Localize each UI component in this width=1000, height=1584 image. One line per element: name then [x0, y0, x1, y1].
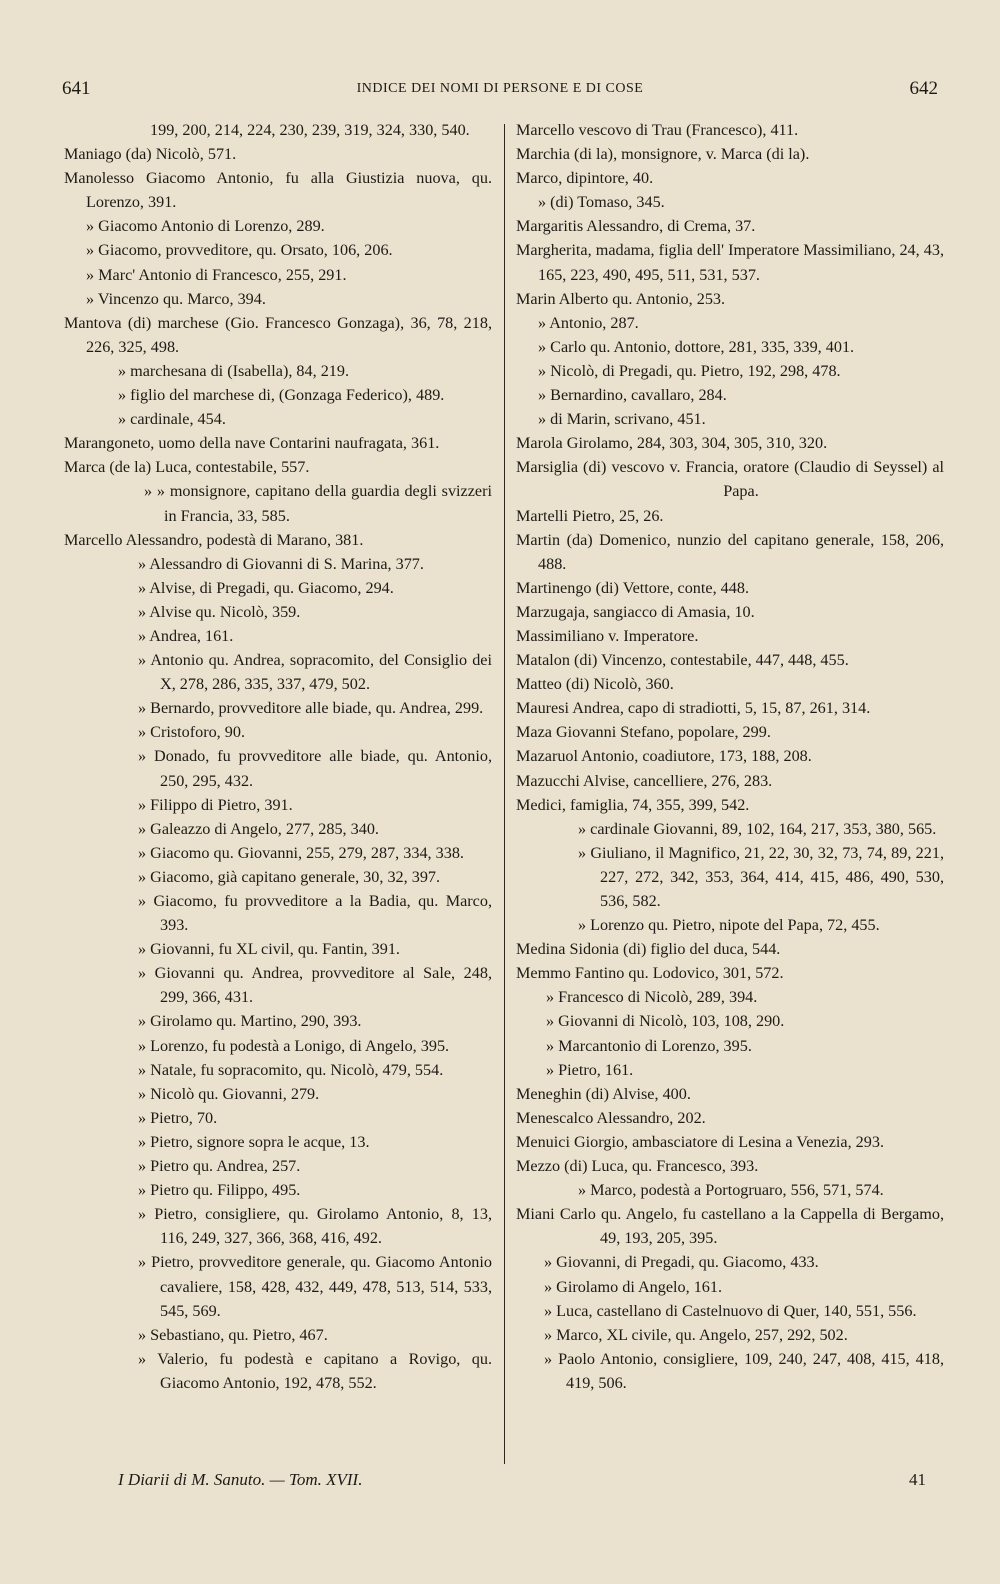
index-entry: Marcello Alessandro, podestà di Marano, 381. [64, 530, 364, 549]
index-entry: » Giovanni, di Pregadi, qu. Giacomo, 433. [544, 1253, 819, 1272]
index-entry: Marsiglia (di) vescovo v. Francia, oratore (Claudio di Seyssel) al Papa. [516, 458, 944, 501]
index-entry: » Nicolò, di Pregadi, qu. Pietro, 192, 298, 478. [538, 361, 841, 380]
page-number-right: 642 [909, 78, 938, 99]
index-entry: Mauresi Andrea, capo di stradiotti, 5, 15, 87, 261, 314. [516, 699, 871, 718]
index-entry: Mantova (di) marchese (Gio. Francesco Gonzaga), 36, 78, 218, 226, 325, 498. [64, 313, 492, 356]
index-entry: » Antonio, 287. [538, 313, 639, 332]
index-entry: » Pietro, 161. [546, 1060, 634, 1079]
index-entry: » Giacomo Antonio di Lorenzo, 289. [86, 217, 325, 236]
index-entry: » Lorenzo, fu podestà a Lonigo, di Angelo, 395. [138, 1036, 450, 1055]
index-entry: » Alvise qu. Nicolò, 359. [138, 602, 301, 621]
index-entry: Mezzo (di) Luca, qu. Francesco, 393. [516, 1157, 759, 1176]
index-entry: Matteo (di) Nicolò, 360. [516, 675, 674, 694]
index-entry: » Giacomo, fu provveditore a la Badia, qu. Marco, 393. [138, 892, 492, 935]
index-entry: » (di) Tomaso, 345. [538, 193, 665, 212]
index-entry: Martinengo (di) Vettore, conte, 448. [516, 578, 750, 597]
index-entry: » Pietro, provveditore generale, qu. Giacomo Antonio cavaliere, 158, 428, 432, 449, 478, 513, 514, 533, 545, 569. [138, 1253, 492, 1320]
index-entry: » Pietro, consigliere, qu. Girolamo Antonio, 8, 13, 116, 249, 327, 366, 368, 416, 492. [138, 1205, 492, 1248]
index-entry: » Girolamo qu. Martino, 290, 393. [138, 1012, 362, 1031]
index-entry: Meneghin (di) Alvise, 400. [516, 1084, 691, 1103]
index-entry: » Giovanni, fu XL civil, qu. Fantin, 391. [138, 940, 400, 959]
index-entry: » di Marin, scrivano, 451. [538, 410, 706, 429]
index-entry: » Giacomo, già capitano generale, 30, 32, 397. [138, 867, 441, 886]
index-entry: Marzugaja, sangiacco di Amasia, 10. [516, 602, 755, 621]
index-entry: » Natale, fu sopracomito, qu. Nicolò, 479, 554. [138, 1060, 444, 1079]
index-entry: » Pietro, signore sopra le acque, 13. [138, 1132, 370, 1151]
index-entry: Medina Sidonia (di) figlio del duca, 544. [516, 940, 781, 959]
index-entry: Mazucchi Alvise, cancelliere, 276, 283. [516, 771, 773, 790]
index-entry: » Marco, podestà a Portogruaro, 556, 571, 574. [578, 1181, 884, 1200]
page-footer [118, 1470, 926, 1494]
index-entry: Marcello vescovo di Trau (Francesco), 411. [516, 121, 799, 139]
index-entry: Marca (de la) Luca, contestabile, 557. [64, 458, 310, 477]
index-entry: Marchia (di la), monsignore, v. Marca (di la). [516, 145, 810, 164]
signature-number: 41 [909, 1470, 926, 1489]
index-entry: » Paolo Antonio, consigliere, 109, 240, 247, 408, 415, 418, 419, 506. [544, 1349, 944, 1392]
index-entry: » Pietro qu. Filippo, 495. [138, 1181, 301, 1200]
index-entry: Martelli Pietro, 25, 26. [516, 506, 664, 525]
index-entry: Menuici Giorgio, ambasciatore di Lesina a Venezia, 293. [516, 1132, 885, 1151]
index-entry: Margaritis Alessandro, di Crema, 37. [516, 217, 756, 236]
index-entry: » Giovanni qu. Andrea, provveditore al Sale, 248, 299, 366, 431. [138, 964, 492, 1007]
index-entry: » » monsignore, capitano della guardia degli svizzeri in Francia, 33, 585. [144, 482, 492, 525]
running-title: INDICE DEI NOMI DI PERSONE E DI COSE [356, 81, 644, 96]
index-entry: Medici, famiglia, 74, 355, 399, 542. [516, 795, 750, 814]
column-divider [504, 124, 505, 1464]
index-entry: » Cristoforo, 90. [138, 723, 246, 742]
index-entry: Mazaruol Antonio, coadiutore, 173, 188, 208. [516, 747, 812, 766]
index-entry: » Lorenzo qu. Pietro, nipote del Papa, 72, 455. [578, 916, 880, 935]
index-entry: » cardinale, 454. [118, 410, 226, 429]
index-entry: » Giacomo, provveditore, qu. Orsato, 106, 206. [86, 241, 393, 260]
index-entry: » Marcantonio di Lorenzo, 395. [546, 1036, 752, 1055]
index-entry: » Donado, fu provveditore alle biade, qu. Antonio, 250, 295, 432. [138, 747, 492, 790]
index-entry: » Giovanni di Nicolò, 103, 108, 290. [546, 1012, 785, 1031]
index-entry: » figlio del marchese di, (Gonzaga Federico), 489. [118, 386, 445, 405]
index-entry: » Valerio, fu podestà e capitano a Rovigo, qu. Giacomo Antonio, 192, 478, 552. [138, 1349, 492, 1392]
page-number-left: 641 [62, 78, 91, 99]
index-entry: » Marc' Antonio di Francesco, 255, 291. [86, 265, 347, 284]
index-entry: » cardinale Giovanni, 89, 102, 164, 217, 353, 380, 565. [578, 819, 937, 838]
index-entry: » Giacomo qu. Giovanni, 255, 279, 287, 334, 338. [138, 843, 464, 862]
index-entry: Manolesso Giacomo Antonio, fu alla Giustizia nuova, qu. Lorenzo, 391. [64, 169, 492, 212]
index-entry: Menescalco Alessandro, 202. [516, 1108, 706, 1127]
index-entry: » Nicolò qu. Giovanni, 279. [138, 1084, 320, 1103]
left-column [64, 118, 492, 1395]
index-entry: Maniago (da) Nicolò, 571. [64, 145, 237, 164]
index-entry: Marin Alberto qu. Antonio, 253. [516, 289, 726, 308]
index-entry: » Alvise, di Pregadi, qu. Giacomo, 294. [138, 578, 394, 597]
index-entry: Miani Carlo qu. Angelo, fu castellano a la Cappella di Bergamo, 49, 193, 205, 395. [516, 1205, 944, 1248]
footer-signature: I Diarii di M. Sanuto. — Tom. XVII. [118, 1470, 363, 1489]
index-entry: Marola Girolamo, 284, 303, 304, 305, 310, 320. [516, 434, 828, 453]
index-entry: Matalon (di) Vincenzo, contestabile, 447, 448, 455. [516, 651, 849, 670]
index-entry: 199, 200, 214, 224, 230, 239, 319, 324, 330, 540. [150, 121, 470, 139]
index-entry: » Marco, XL civile, qu. Angelo, 257, 292, 502. [544, 1325, 848, 1344]
index-entry: » Giuliano, il Magnifico, 21, 22, 30, 32, 73, 74, 89, 221, 227, 272, 342, 353, 364, 414, 415, 486, 490, 530, 536, 582. [578, 843, 944, 910]
index-entry: » Sebastiano, qu. Pietro, 467. [138, 1325, 328, 1344]
index-entry: » Bernardo, provveditore alle biade, qu. Andrea, 299. [138, 699, 484, 718]
index-entry: » Pietro, 70. [138, 1108, 218, 1127]
index-entry: » Vincenzo qu. Marco, 394. [86, 289, 266, 308]
index-entry: Marco, dipintore, 40. [516, 169, 654, 188]
index-entry: Massimiliano v. Imperatore. [516, 626, 699, 645]
index-entry: » Pietro qu. Andrea, 257. [138, 1157, 301, 1176]
index-entry: » Antonio qu. Andrea, sopracomito, del Consiglio dei X, 278, 286, 335, 337, 479, 502. [138, 651, 492, 694]
index-entry: » Carlo qu. Antonio, dottore, 281, 335, 339, 401. [538, 337, 855, 356]
index-entry: Margherita, madama, figlia dell' Imperatore Massimiliano, 24, 43, 165, 223, 490, 495, 511, 531, 537. [516, 241, 944, 284]
index-entry: » Alessandro di Giovanni di S. Marina, 377. [138, 554, 424, 573]
index-entry: » Girolamo di Angelo, 161. [544, 1277, 723, 1296]
index-entry: » marchesana di (Isabella), 84, 219. [118, 361, 350, 380]
right-column [516, 118, 944, 1395]
page-header [62, 78, 938, 104]
index-entry: » Galeazzo di Angelo, 277, 285, 340. [138, 819, 379, 838]
index-entry: » Andrea, 161. [138, 626, 234, 645]
index-entry: » Bernardino, cavallaro, 284. [538, 386, 727, 405]
index-entry: » Francesco di Nicolò, 289, 394. [546, 988, 758, 1007]
index-entry: Maza Giovanni Stefano, popolare, 299. [516, 723, 771, 742]
index-entry: Marangoneto, uomo della nave Contarini naufragata, 361. [64, 434, 440, 453]
index-entry: Martin (da) Domenico, nunzio del capitano generale, 158, 206, 488. [516, 530, 944, 573]
index-entry: » Luca, castellano di Castelnuovo di Quer, 140, 551, 556. [544, 1301, 917, 1320]
index-entry: Memmo Fantino qu. Lodovico, 301, 572. [516, 964, 784, 983]
index-entry: » Filippo di Pietro, 391. [138, 795, 293, 814]
